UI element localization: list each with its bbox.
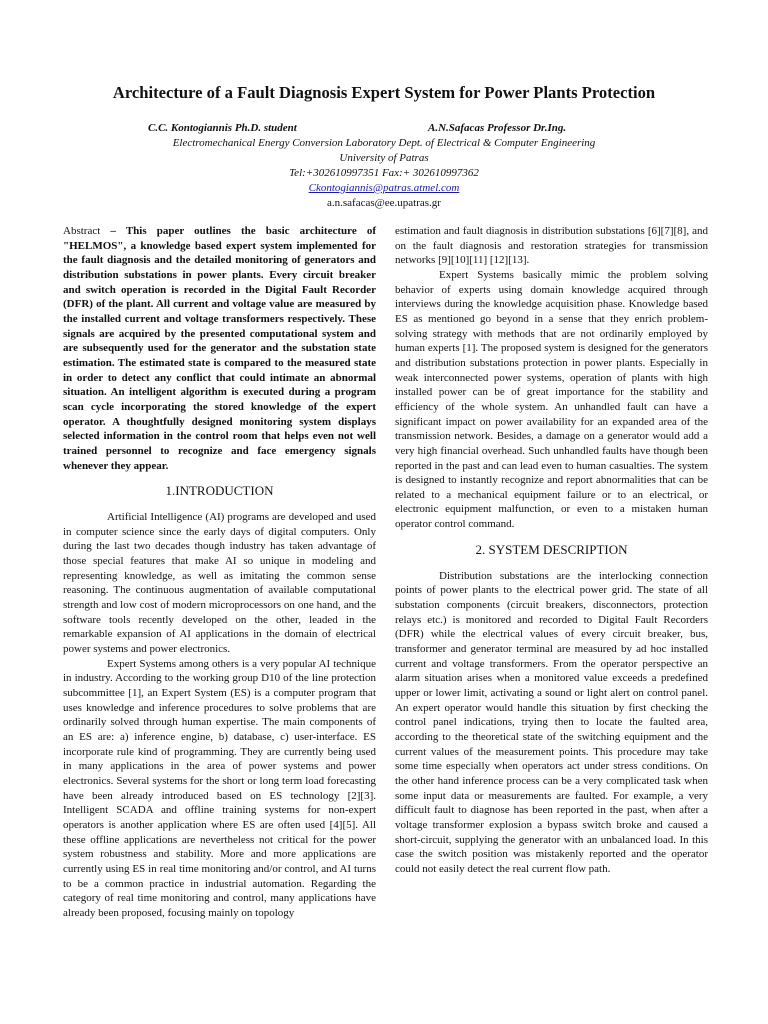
section-heading-system-description: 2. SYSTEM DESCRIPTION [475, 541, 628, 557]
author-right: A.N.Safacas Professor Dr.Ing. [428, 122, 567, 134]
intro-paragraph-3: Expert Systems basically mimic the problem solving behavior of experts using domain knowledge acquired through interviews during the knowledge acquisition phase. Knowledge based ES as mentioned go beyond in a sense that they enrich problem-solving strategy with methods that are not ordinarily employed by human experts [1]. The proposed system is designed for the generators and distribution substations protection in power plants. Especially in weak interconnected power systems, operation of plants with high installed power can be of great importance for the stability and efficiency of the whole system. An unhandled fault can have a significant impact on power availability for an expanded area of the transmission network. Besides, a damage on a generator would add a very high financial overhead. Such unhandled faults have though been reported in the past and can lead even to human casualties. The system is designed to instantly recognize and report abnormalities that can be related to a mechanical equipment failure or to an electrical, or electronic equipment malfunction, or even to a mistaken human operator control command. [395, 268, 708, 531]
affiliation-block [0, 136, 768, 211]
author-left: C.C. Kontogiannis Ph.D. student [148, 122, 297, 134]
abstract-body: This paper outlines the basic architecture of "HELMOS", a knowledge based expert system implemented for the fault diagnosis and the detailed monitoring of generators and distribution substations in power plants. Every circuit breaker and switch operation is recorded in the Digital Fault Recorder (DFR) of the plant. All current and voltage value are measured by the installed current and voltage transformers respectively. These signals are acquired by the presented computational system and are subsequently used for the generator and the substation state estimation. The estimated state is compared to the measured state in order to detect any conflict that could intimate an abnormal situation. An intelligent algorithm is executed during a program scan cycle incorporating the stored knowledge of the expert operator. A thoughtfully designed monitoring system displays selected information in the control room that helps even not well trained personnel to recognize and face emergency signals whenever they appear. [63, 225, 376, 472]
affiliation-university: University of Patras [339, 152, 429, 164]
section-heading-introduction: 1.INTRODUCTION [165, 483, 274, 499]
intro-paragraph-2-continued: estimation and fault diagnosis in distribution substations [6][7][8], and on the fault diagnosis and restoration strategies for transmission networks [9][10][11] [12][13]. [395, 225, 708, 267]
paper-title: Architecture of a Fault Diagnosis Expert System for Power Plants Protection [112, 83, 656, 102]
left-column [63, 224, 376, 921]
abstract-label: Abstract [63, 225, 101, 237]
right-column [395, 224, 708, 877]
abstract-dash: – [100, 225, 126, 237]
email-link[interactable]: Ckontogiannis@patras.atmel.com [308, 182, 460, 194]
abstract-paragraph [63, 224, 376, 473]
intro-paragraph-1: Artificial Intelligence (AI) programs are developed and used in computer science since the early days of digital computers. Only during the last two decades though industry has taken advantage of those special features that make AI so unique in modeling and representing knowledge, as well as imitating the common sense reasoning. The continuous augmentation of available computational strength and low cost of modern microprocessors on one hand, and the software tools recently developed on the other, leaded in the remarkable expansion of AI applications in the domain of electrical power systems and power electronics. [63, 511, 376, 656]
intro-paragraph-2: Expert Systems among others is a very popular AI technique in industry. According to the working group D10 of the line protection subcommittee [1], an Expert System (ES) is a computer program that uses knowledge and inference procedures to solve problems that are ordinarily solved through human expertise. The main components of an ES are: a) inference engine, b) database, c) user-interface. ES incorporate rule kind of programming. They are currently being used in many applications in the area of power systems and power electronics. Several systems for the short or long term load forecasting have been already introduced based on ES technology [2][3]. Intelligent SCADA and offline training systems for non-expert operators is another application where ES are often used [4][5]. All these offline applications are nevertheless not critical for the power system robustness and stability. More and more applications are currently using ES in real time monitoring and/or control, and AI turns to be a common practice in industrial automation. Regarding the category of real time monitoring and control, many applications have already been proposed, focusing mainly on topology [63, 657, 376, 919]
email-text: a.n.safacas@ee.upatras.gr [327, 197, 441, 209]
system-description-paragraph-1: Distribution substations are the interlocking connection points of power plants to the electrical power grid. The state of all substation components (circuit breakers, disconnectors, protection relays etc.) is monitored and recorded to Digital Fault Recorders (DFR) while the electrical values of every circuit breaker, bus, transformer and generator terminal are measured by ad hoc installed current and voltage transformers. From the operator perspective an alarm situation arises when a monitored value exceeds a predefined upper or lower limit, activating a sound or light alert on control panel. An expert operator would handle this situation by first checking the control panel indications, trying then to locate the faulted area, according to the theoretical state of the switching equipment and the current values of the measurement points. This procedure may take some time especially when operators act under stress conditions. On the other hand inference process can be a very complicated task when some input data or measurements are faulted. For example, a very difficult fault to diagnose has been reported in the past, when after a voltage transformer explosion a bypass switch broke and caused a short-circuit, supplying the generator with an unbalanced load. In this case the switch position was mistakenly reported and the operator could not easily detect the real current flow path. [395, 569, 708, 875]
affiliation-lab: Electromechanical Energy Conversion Laboratory Dept. of Electrical & Computer Engineering [172, 137, 596, 149]
affiliation-phone-fax: Tel:+302610997351 Fax:+ 302610997362 [289, 167, 479, 179]
